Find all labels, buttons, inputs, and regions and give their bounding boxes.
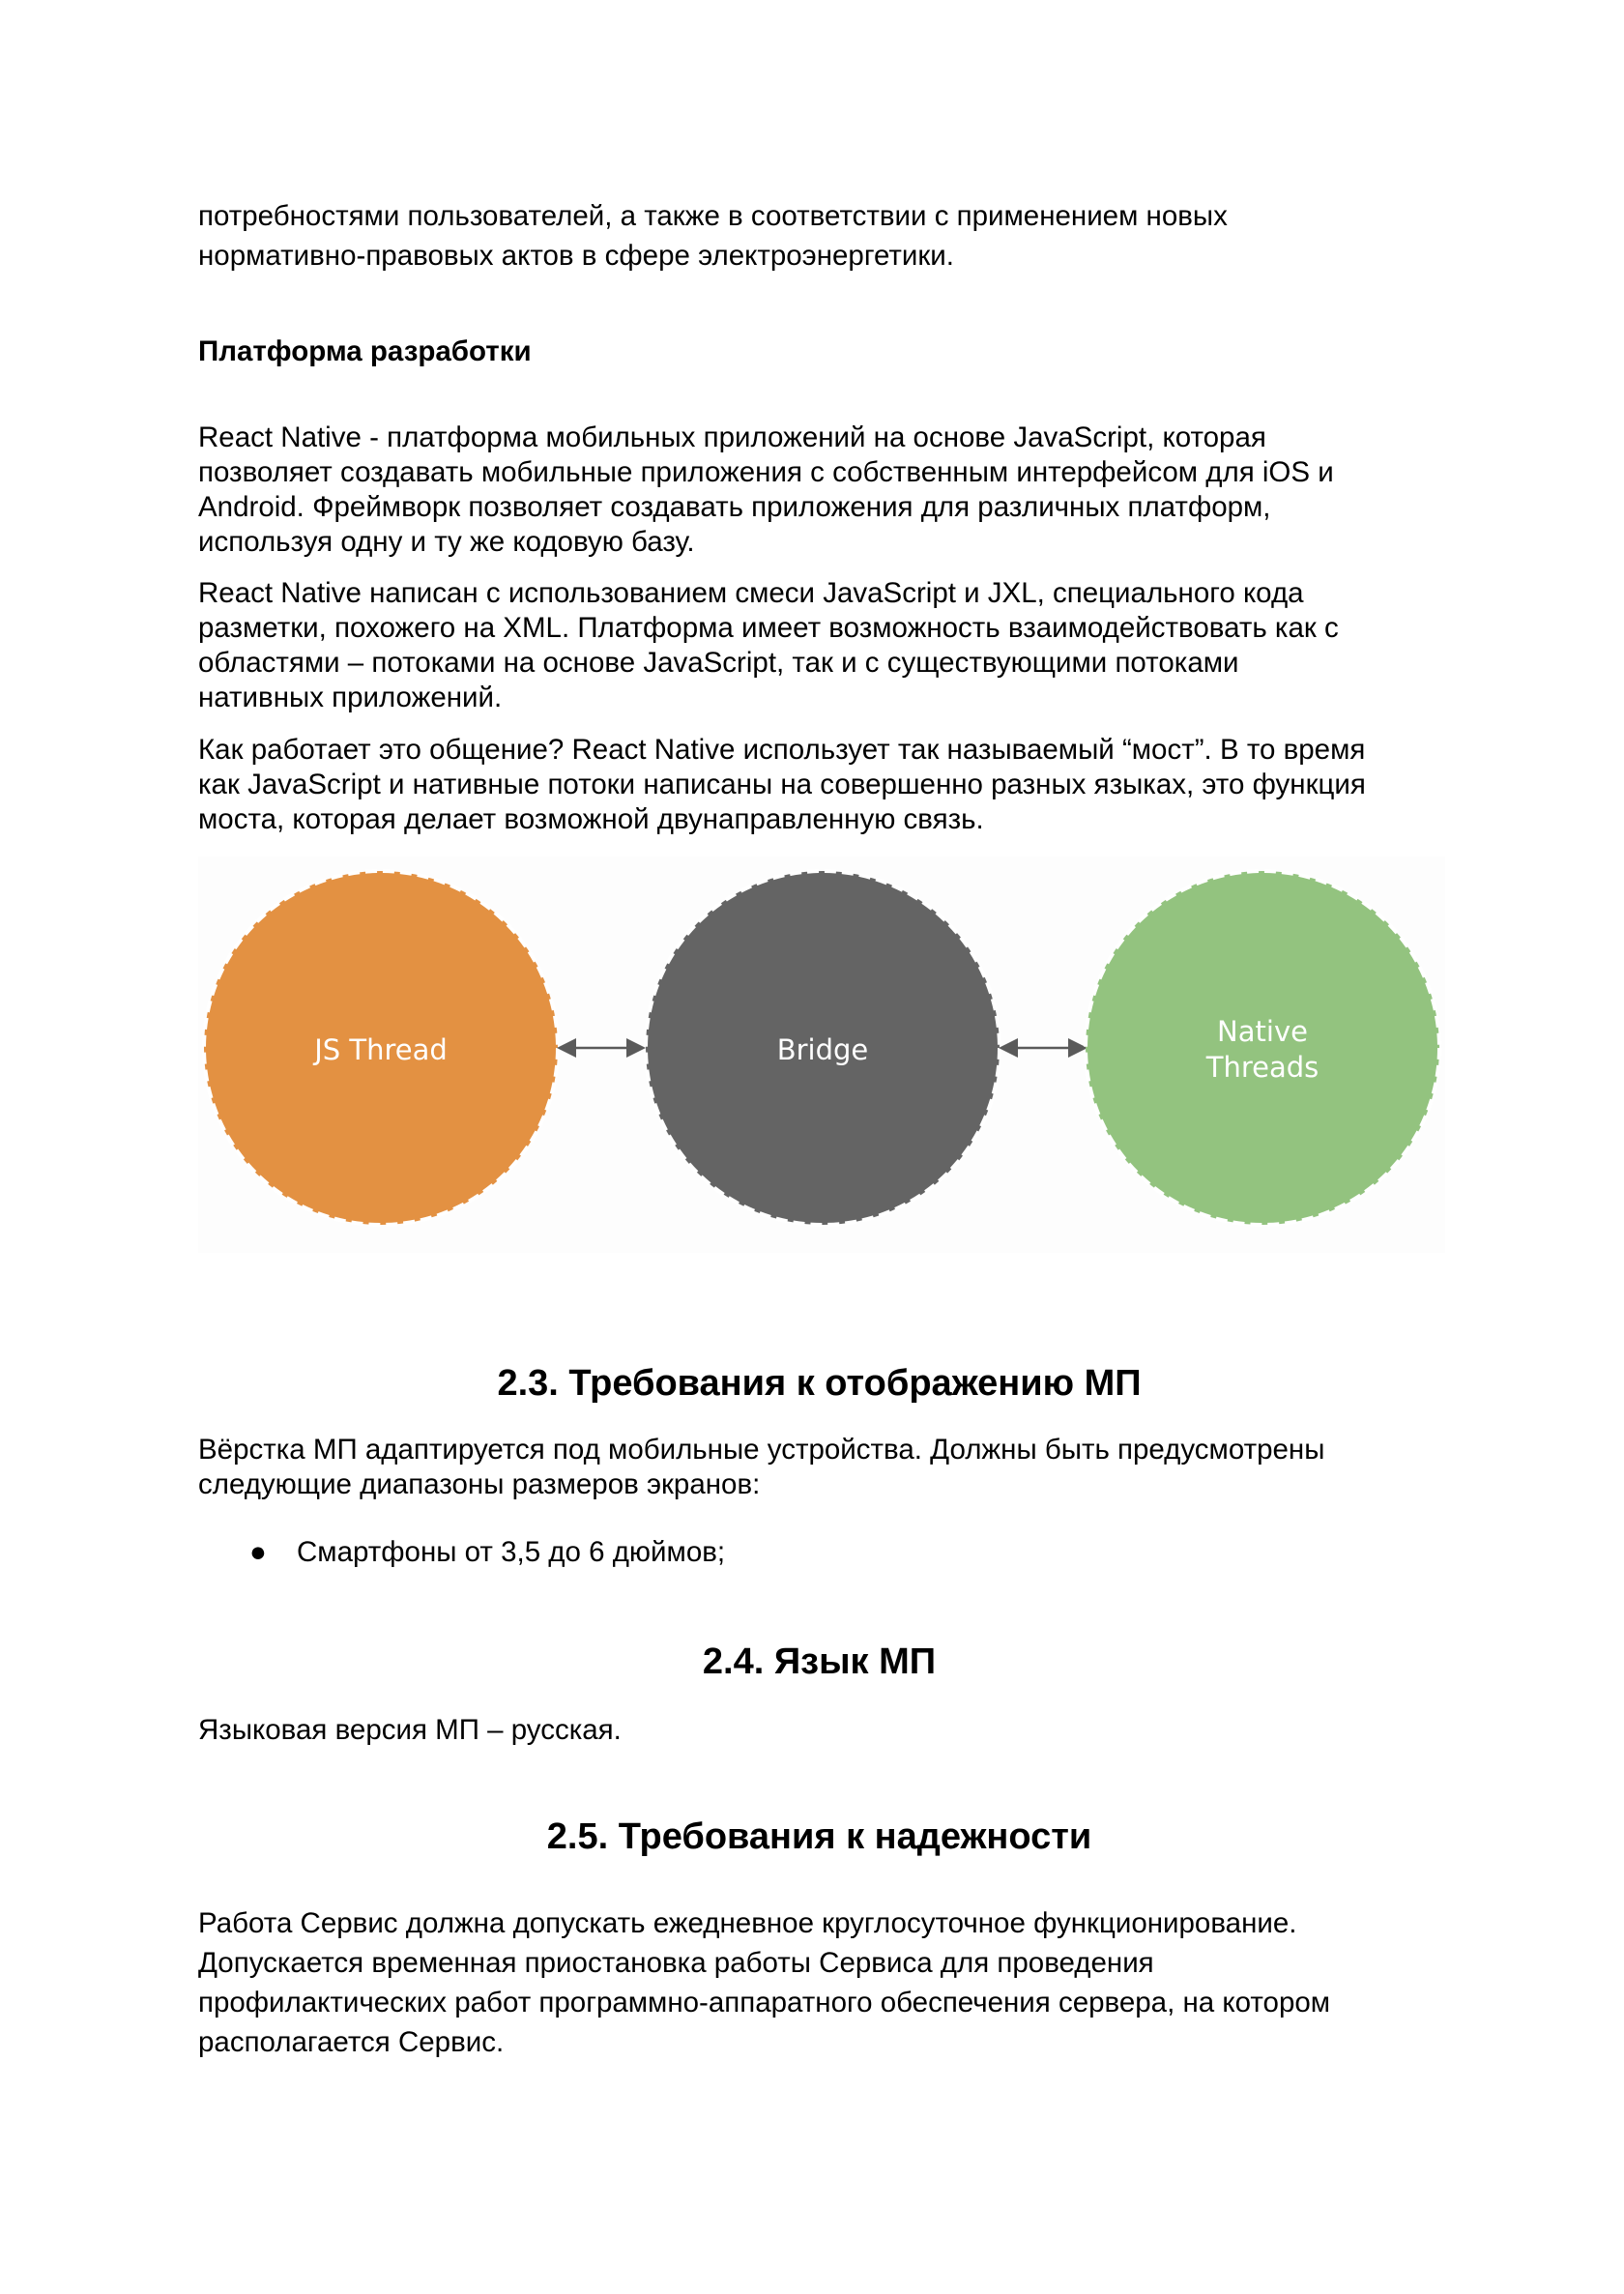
text-line: областями – потоками на основе JavaScript, так и с существующими потоками — [198, 647, 1239, 679]
section-2-4-paragraph: Языковая версия МП – русская. — [198, 1714, 622, 1746]
text-line: как JavaScript и нативные потоки написаны на совершенно разных языках, это функция — [198, 769, 1366, 800]
text-line: позволяет создавать мобильные приложения с собственным интерфейсом для iOS и — [198, 456, 1334, 488]
platform-paragraph-3 — [198, 733, 1455, 837]
intro-paragraph — [198, 196, 1455, 276]
text-line: нормативно-правовых актов в сфере электроэнергетики. — [198, 240, 954, 272]
text-line: React Native написан с использованием смеси JavaScript и JXL, специального кода — [198, 577, 1304, 609]
text-line: нативных приложений. — [198, 682, 503, 713]
text-line: разметки, похожего на XML. Платформа имеет возможность взаимодействовать как с — [198, 612, 1339, 644]
bridge-node — [646, 871, 1000, 1225]
text-line: потребностями пользователей, а также в соответствии с применением новых — [198, 200, 1228, 232]
text-line: Вёрстка МП адаптируется под мобильные устройства. Должны быть предусмотрены — [198, 1434, 1325, 1466]
node-label: Native — [1217, 1015, 1308, 1048]
native-threads-node — [1086, 871, 1439, 1225]
node-label: Bridge — [776, 1033, 869, 1066]
section-2-5-paragraph — [198, 1903, 1455, 2062]
text-line: Android. Фреймворк позволяет создавать приложения для различных платформ, — [198, 491, 1271, 523]
text-line: используя одну и ту же кодовую базу. — [198, 526, 695, 558]
text-line: Как работает это общение? React Native использует так называемый “мост”. В то время — [198, 734, 1366, 766]
text-line: следующие диапазоны размеров экранов: — [198, 1468, 761, 1500]
bullet-icon: ● — [249, 1536, 267, 1568]
react-native-bridge-diagram — [198, 857, 1445, 1253]
section-2-4-title: 2.4. Язык МП — [702, 1641, 937, 1682]
section-2-5-title: 2.5. Требования к надежности — [546, 1816, 1092, 1857]
section-2-3-paragraph — [198, 1433, 1455, 1502]
node-label: JS Thread — [314, 1033, 448, 1066]
text-line: моста, которая делает возможной двунаправленную связь. — [198, 803, 984, 835]
text-line: Работа Сервис должна допускать ежедневное круглосуточное функционирование. — [198, 1907, 1297, 1939]
text-line: Допускается временная приостановка работы Сервиса для проведения — [198, 1947, 1154, 1979]
js-thread-node — [204, 871, 558, 1225]
section-2-3-title: 2.3. Требования к отображению МП — [497, 1363, 1142, 1404]
text-line: располагается Сервис. — [198, 2026, 505, 2058]
platform-paragraph-2 — [198, 576, 1455, 715]
text-line: профилактических работ программно-аппаратного обеспечения сервера, на котором — [198, 1987, 1331, 2018]
platform-paragraph-1 — [198, 421, 1455, 560]
node-label: Threads — [1205, 1051, 1320, 1084]
bullet-item: Смартфоны от 3,5 до 6 дюймов; — [297, 1536, 726, 1568]
text-line: React Native - платформа мобильных приложений на основе JavaScript, которая — [198, 421, 1266, 453]
platform-heading: Платформа разработки — [198, 335, 532, 367]
